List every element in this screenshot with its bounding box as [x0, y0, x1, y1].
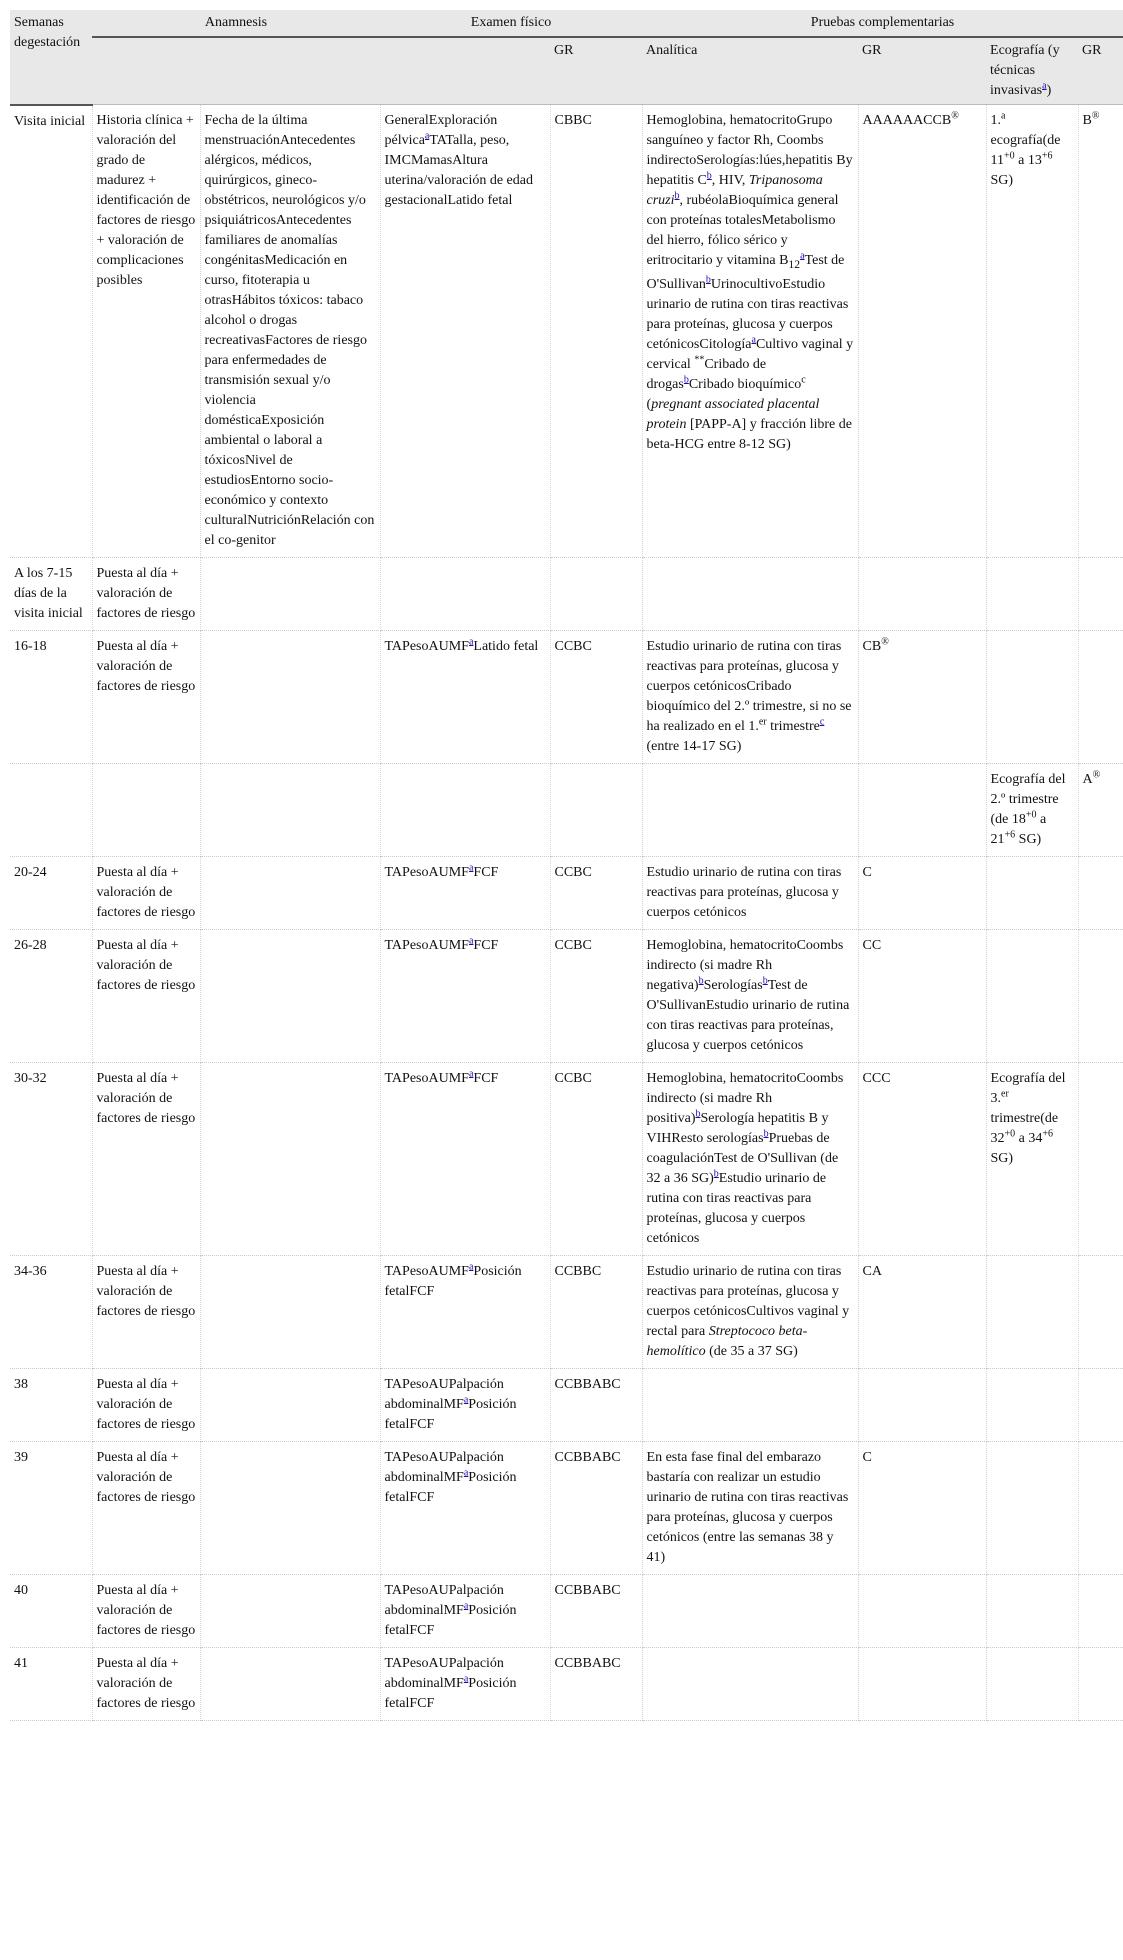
subheader-ecografia-text: Ecografía (y técnicas invasivas [990, 43, 1060, 98]
cell-text: C [862, 865, 872, 880]
cell-gr-examen [550, 764, 642, 857]
table-row [10, 105, 1123, 558]
cell-anamnesis-general: Puesta al día + valoración de factores de riesgo [92, 1575, 200, 1648]
footnote-link-b[interactable]: b [706, 170, 712, 182]
cell-analitica [642, 857, 858, 930]
cell-text: AAAAAACCB [862, 113, 952, 128]
cell-text: CCC [862, 1071, 891, 1086]
cell-analitica [642, 631, 858, 764]
superscript: ® [881, 636, 889, 648]
cell-semana: 40 [10, 1575, 92, 1648]
cell-gr-analitica [858, 558, 986, 631]
cell-ecografia [986, 1369, 1078, 1442]
cell-anamnesis-detalle: Fecha de la última menstruaciónAntecedentes alérgicos, médicos, quirúrgicos, gineco-obstétricos, neurológicos y/o psiquiátricosAntecedentes familiares de anomalías congénitasMedicación en curso, fitoterapia u otrasHábitos tóxicos: tabaco alcohol o drogas recreativasFactores de riesgo para enfermedades de transmisión sexual y/o violencia domésticaExposición ambiental o laboral a tóxicosNivel de estudiosEntorno socio-económico y contexto culturalNutriciónRelación con el co-genitor [200, 105, 380, 558]
cell-anamnesis-general: Puesta al día + valoración de factores de riesgo [92, 1442, 200, 1575]
superscript: +6 [1041, 150, 1053, 162]
cell-text: Cribado de drogas [646, 356, 767, 392]
cell-text: TAPesoAUMF [384, 865, 469, 880]
footnote-link-b[interactable]: b [698, 975, 704, 987]
cell-text: Latido fetal [473, 639, 539, 654]
cell-anamnesis-general: Puesta al día + valoración de factores de riesgo [92, 857, 200, 930]
cell-gr-ecografia [1078, 1256, 1123, 1369]
footnote-link-a[interactable]: a [468, 935, 474, 947]
cell-examen-fisico [380, 1369, 550, 1442]
cell-text: TAPesoAUPalpación abdominalMF [384, 1583, 504, 1618]
cell-anamnesis-general: Historia clínica + valoración del grado de madurez + identificación de factores de riesgo + valoración de complicaciones posibles [92, 105, 200, 558]
cell-text: Hemoglobina, hematocritoCoombs indirecto (si madre Rh positiva) [646, 1071, 844, 1126]
footnote-link-b[interactable]: b [705, 274, 711, 286]
cell-text: C [862, 1450, 872, 1465]
footnote-link-b[interactable]: b [683, 374, 689, 386]
cell-anamnesis-general: Puesta al día + valoración de factores de riesgo [92, 631, 200, 764]
table-row [10, 1575, 1123, 1648]
cell-text: Cultivo vaginal y cervical [646, 336, 854, 372]
cell-semana: 16-18 [10, 631, 92, 764]
cell-text: Estudio urinario de rutina con tiras reactivas para proteínas, glucosa y cuerpos cetónicos [646, 1171, 827, 1246]
cell-semana: 20-24 [10, 857, 92, 930]
cell-text: TAPesoAUMF [384, 1264, 469, 1279]
table-row [10, 857, 1123, 930]
italic-text: Streptococo beta-hemolítico [646, 1324, 808, 1359]
subheader-examen-empty [380, 37, 550, 105]
cell-gr-ecografia [1078, 930, 1123, 1063]
italic-text: Tripanosoma cruzi [646, 173, 823, 208]
superscript: a [1001, 110, 1006, 122]
cell-ecografia [986, 558, 1078, 631]
cell-text: FCF [473, 1071, 499, 1086]
cell-analitica [642, 1442, 858, 1575]
cell-text: ecografía(de 11 [990, 133, 1061, 168]
cell-examen-fisico [380, 631, 550, 764]
cell-gr-analitica [858, 857, 986, 930]
cell-examen-fisico [380, 1648, 550, 1721]
cell-text: TAPesoAUPalpación abdominalMF [384, 1656, 504, 1691]
cell-text: SG) [1015, 832, 1042, 847]
cell-text: Hemoglobina, hematocritoGrupo sanguíneo y factor Rh, Coombs indirectoSerologías:lúes,hepatitis By hepatitis C [646, 113, 853, 188]
table-row [10, 930, 1123, 1063]
cell-examen-fisico [380, 1063, 550, 1256]
superscript: ® [951, 110, 959, 122]
cell-text: 1. [990, 113, 1002, 128]
cell-anamnesis-detalle [200, 1442, 380, 1575]
cell-examen-fisico [380, 105, 550, 558]
cell-anamnesis-detalle [200, 930, 380, 1063]
cell-examen-fisico [380, 930, 550, 1063]
cell-text: TATalla, peso, IMCMamasAltura uterina/valoración de edad gestacionalLatido fetal [384, 133, 533, 208]
cell-ecografia [986, 1063, 1078, 1256]
cell-text: FCF [473, 938, 499, 953]
cell-anamnesis-detalle [200, 1575, 380, 1648]
superscript: +0 [1004, 1128, 1016, 1140]
cell-text: Cribado bioquímico [688, 376, 802, 392]
footnote-link-a[interactable]: a [468, 862, 474, 874]
cell-anamnesis-detalle [200, 1256, 380, 1369]
cell-ecografia [986, 1256, 1078, 1369]
cell-semana: 38 [10, 1369, 92, 1442]
superscript: er [1001, 1088, 1009, 1100]
cell-text: Posición fetalFCF [384, 1676, 517, 1711]
cell-gr-examen: CCBC [550, 631, 642, 764]
cell-text: ( [646, 396, 652, 412]
subheader-anam-empty [92, 37, 200, 105]
cell-anamnesis-general: Puesta al día + valoración de factores de riesgo [92, 1256, 200, 1369]
superscript: c [801, 374, 806, 386]
cell-gr-ecografia [1078, 1369, 1123, 1442]
italic-text: pregnant associated placental protein [646, 396, 820, 432]
cell-gr-ecografia [1078, 1648, 1123, 1721]
header-pruebas-complementarias: Pruebas complementarias [642, 10, 1123, 37]
superscript: ® [1091, 110, 1100, 122]
cell-gr-analitica [858, 1442, 986, 1575]
cell-text: Pruebas de coagulaciónTest de O'Sullivan (de 32 a 36 SG) [646, 1131, 839, 1186]
cell-ecografia [986, 631, 1078, 764]
cell-gr-examen: CCBC [550, 857, 642, 930]
superscript: er [758, 716, 767, 728]
cell-gr-examen: CCBC [550, 930, 642, 1063]
cell-semana [10, 764, 92, 857]
cell-text: Ecografía del 3. [990, 1071, 1066, 1106]
cell-gr-examen: CCBBABC [550, 1369, 642, 1442]
cell-text: Serología hepatitis B y VIHResto serologías [646, 1111, 829, 1146]
cell-anamnesis-detalle [200, 631, 380, 764]
cell-text: CB [862, 639, 882, 654]
cell-text: GeneralExploración pélvica [384, 113, 498, 148]
cell-text: a 34 [1015, 1131, 1043, 1146]
cell-gr-analitica [858, 1575, 986, 1648]
cell-text: a 21 [990, 812, 1047, 847]
footnote-link-b[interactable]: b [674, 190, 680, 202]
cell-text: , rubéolaBioquímica general con proteínas totalesMetabolismo del hierro, fólico sérico y eritrocitario y vitamina B [646, 193, 839, 268]
cell-anamnesis-detalle [200, 764, 380, 857]
cell-gr-ecografia [1078, 764, 1123, 857]
cell-analitica [642, 1575, 858, 1648]
cell-text: A [1082, 772, 1093, 787]
cell-text: Posición fetalFCF [384, 1264, 522, 1299]
footnote-link-b[interactable]: b [695, 1108, 701, 1120]
cell-analitica [642, 930, 858, 1063]
cell-text: [PAPP-A] y fracción libre de beta-HCG entre 8-12 SG) [646, 416, 852, 452]
cell-text: Posición fetalFCF [384, 1470, 517, 1505]
footnote-link-a[interactable]: a [468, 1261, 474, 1273]
cell-text: SG) [990, 1151, 1014, 1166]
cell-semana: 34-36 [10, 1256, 92, 1369]
superscript: +0 [1004, 150, 1015, 162]
cell-gr-ecografia [1078, 1442, 1123, 1575]
cell-examen-fisico [380, 1442, 550, 1575]
footnote-link-c[interactable]: c [819, 716, 825, 728]
cell-gr-ecografia [1078, 558, 1123, 631]
header-anamnesis: Anamnesis [92, 10, 380, 37]
header-semanas: Semanas degestación [10, 10, 92, 105]
cell-anamnesis-general: Puesta al día + valoración de factores de riesgo [92, 1648, 200, 1721]
cell-text: TAPesoAUMF [384, 938, 469, 953]
cell-text: TAPesoAUPalpación abdominalMF [384, 1377, 504, 1412]
footnote-link-a[interactable]: a [468, 636, 474, 648]
cell-gr-examen [550, 558, 642, 631]
table-row [10, 764, 1123, 857]
table-header [10, 10, 1123, 105]
cell-gr-examen: CCBBC [550, 1256, 642, 1369]
cell-gr-examen: CCBBABC [550, 1648, 642, 1721]
footnote-link-a[interactable]: a [463, 1600, 469, 1612]
cell-gr-examen: CCBC [550, 1063, 642, 1256]
cell-gr-analitica [858, 1256, 986, 1369]
cell-text: Estudio urinario de rutina con tiras reactivas para proteínas, glucosa y cuerpos cetónicosCultivos vaginal y rectal para [646, 1264, 850, 1339]
cell-ecografia [986, 857, 1078, 930]
cell-text: (entre 14-17 SG) [646, 739, 742, 754]
cell-text: CC [862, 938, 882, 953]
superscript: +6 [1042, 1128, 1054, 1140]
cell-gr-analitica [858, 930, 986, 1063]
table-row [10, 631, 1123, 764]
cell-text: Posición fetalFCF [384, 1397, 517, 1432]
cell-anamnesis-general: Puesta al día + valoración de factores de riesgo [92, 930, 200, 1063]
cell-semana: 30-32 [10, 1063, 92, 1256]
cell-anamnesis-detalle [200, 1369, 380, 1442]
footnote-link-b[interactable]: b [713, 1168, 719, 1180]
cell-text: Test de O'Sullivan [646, 253, 845, 292]
cell-examen-fisico [380, 857, 550, 930]
cell-gr-analitica [858, 764, 986, 857]
cell-gr-ecografia [1078, 1063, 1123, 1256]
cell-examen-fisico [380, 1575, 550, 1648]
cell-ecografia [986, 1648, 1078, 1721]
cell-text: Serologías [703, 978, 763, 993]
cell-gr-analitica [858, 1369, 986, 1442]
cell-text: Hemoglobina, hematocritoCoombs indirecto (si madre Rh negativa) [646, 938, 844, 993]
subheader-gr-analitica: GR [858, 37, 986, 105]
cell-gr-examen: CCBBABC [550, 1442, 642, 1575]
cell-anamnesis-general: Puesta al día + valoración de factores de riesgo [92, 558, 200, 631]
cell-gr-analitica [858, 105, 986, 558]
table-body [10, 105, 1123, 1721]
cell-gr-ecografia [1078, 631, 1123, 764]
cell-analitica [642, 1063, 858, 1256]
cell-anamnesis-detalle [200, 1063, 380, 1256]
cell-text: CA [862, 1264, 882, 1279]
table-row [10, 1256, 1123, 1369]
prenatal-care-table [10, 10, 1123, 1721]
cell-text: TAPesoAUMF [384, 1071, 469, 1086]
footnote-link-a[interactable]: a [463, 1673, 469, 1685]
cell-gr-examen: CBBC [550, 105, 642, 558]
cell-gr-examen: CCBBABC [550, 1575, 642, 1648]
cell-analitica [642, 105, 858, 558]
footnote-link-b[interactable]: b [763, 1128, 769, 1140]
cell-text: Ecografía del 2.º trimestre (de 18 [990, 772, 1066, 827]
cell-text: UrinocultivoEstudio urinario de rutina con tiras reactivas para proteínas, glucosa y cuerpos cetónicosCitología [646, 276, 849, 352]
cell-text: TAPesoAUPalpación abdominalMF [384, 1450, 504, 1485]
cell-analitica [642, 764, 858, 857]
cell-ecografia [986, 1575, 1078, 1648]
cell-examen-fisico [380, 1256, 550, 1369]
cell-gr-analitica [858, 1648, 986, 1721]
cell-gr-ecografia [1078, 1575, 1123, 1648]
cell-text: , HIV, [711, 173, 749, 188]
cell-ecografia [986, 764, 1078, 857]
superscript: +6 [1004, 829, 1016, 841]
cell-examen-fisico [380, 764, 550, 857]
table-row [10, 1442, 1123, 1575]
superscript: ® [1092, 769, 1101, 781]
footnote-link-a[interactable]: a [463, 1394, 469, 1406]
cell-ecografia [986, 105, 1078, 558]
footnote-link-a[interactable]: a [424, 130, 430, 142]
subheader-anam-empty-2 [200, 37, 380, 105]
cell-text: trimestre(de 32 [990, 1111, 1059, 1146]
cell-anamnesis-general: Puesta al día + valoración de factores de riesgo [92, 1063, 200, 1256]
cell-gr-ecografia [1078, 105, 1123, 558]
cell-text: Estudio urinario de rutina con tiras reactivas para proteínas, glucosa y cuerpos cetónicos [646, 865, 842, 920]
table-row [10, 1369, 1123, 1442]
cell-examen-fisico [380, 558, 550, 631]
cell-anamnesis-detalle [200, 857, 380, 930]
cell-analitica [642, 1256, 858, 1369]
cell-text: trimestre [766, 719, 820, 734]
superscript: +0 [1025, 809, 1037, 821]
cell-analitica [642, 558, 858, 631]
cell-semana: 26-28 [10, 930, 92, 1063]
header-examen-fisico: Examen físico [380, 10, 642, 37]
cell-text: Test de O'SullivanEstudio urinario de rutina con tiras reactivas para proteínas, glucosa y cuerpos cetónicos [646, 978, 850, 1053]
subheader-analitica: Analítica [642, 37, 858, 105]
footnote-link-a[interactable]: a [463, 1467, 469, 1479]
cell-gr-ecografia [1078, 857, 1123, 930]
cell-analitica [642, 1648, 858, 1721]
cell-semana: 41 [10, 1648, 92, 1721]
cell-text: (de 35 a 37 SG) [705, 1344, 798, 1359]
cell-text: TAPesoAUMF [384, 639, 469, 654]
subheader-gr-ecografia: GR [1078, 37, 1123, 105]
cell-semana: 39 [10, 1442, 92, 1575]
cell-text: En esta fase final del embarazo bastaría con realizar un estudio urinario de rutina con tiras reactivas para proteínas, glucosa y cuerpos cetónicos (entre las semanas 38 y 41) [646, 1450, 849, 1565]
footnote-link-a[interactable]: a [800, 250, 805, 262]
cell-text: B [1082, 113, 1092, 128]
cell-semana: A los 7-15 días de la visita inicial [10, 558, 92, 631]
table-row [10, 558, 1123, 631]
cell-ecografia [986, 930, 1078, 1063]
cell-anamnesis-general: Puesta al día + valoración de factores de riesgo [92, 1369, 200, 1442]
footnote-link-b[interactable]: b [762, 975, 768, 987]
table-row [10, 1648, 1123, 1721]
subheader-ecografia [986, 37, 1078, 105]
cell-anamnesis-detalle [200, 558, 380, 631]
cell-analitica [642, 1369, 858, 1442]
footnote-link-a[interactable]: a [1042, 80, 1047, 92]
cell-text: a 13 [1014, 153, 1042, 168]
cell-gr-analitica [858, 631, 986, 764]
cell-text: SG) [990, 173, 1014, 188]
cell-semana: Visita inicial [10, 105, 92, 558]
cell-text: Estudio urinario de rutina con tiras reactivas para proteínas, glucosa y cuerpos cetónicosCribado bioquímico del 2.º trimestre, si no se ha realizado en el 1. [646, 639, 852, 734]
cell-ecografia [986, 1442, 1078, 1575]
subscript: 12 [788, 257, 801, 271]
cell-text: FCF [473, 865, 499, 880]
cell-anamnesis-general [92, 764, 200, 857]
footnote-link-a[interactable]: a [468, 1068, 474, 1080]
subheader-ecografia-close: ) [1046, 83, 1052, 98]
superscript: ** [694, 354, 705, 366]
footnote-link-a[interactable]: a [751, 334, 756, 346]
subheader-gr-examen: GR [550, 37, 642, 105]
cell-text: Posición fetalFCF [384, 1603, 517, 1638]
cell-gr-analitica [858, 1063, 986, 1256]
cell-anamnesis-detalle [200, 1648, 380, 1721]
table-row [10, 1063, 1123, 1256]
